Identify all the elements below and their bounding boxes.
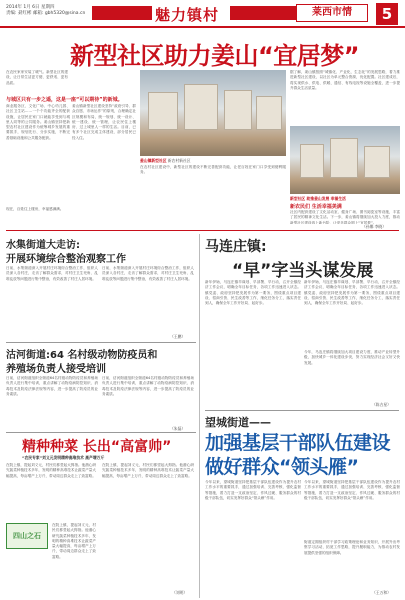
article1-photo2-caption: 新型社区 助推姜山发展 幸福生活 — [290, 196, 346, 201]
article1-photo-caption: 姜山镇新型社区 新农村新社区 — [140, 158, 191, 163]
article6-headline-2: 做好群众“领头雁” — [205, 456, 359, 478]
article6-body-col1: 今年以来，望城街道坚持把基层干部队伍建设作为提升农村工作水平的重要抓手，通过加强培训、完善考核、强化监督等措施，着力打造一支政治坚定、作风过硬、服务群众的村级干部队伍，切实发挥好群众“领头雁”作用。 — [205, 480, 301, 500]
article1-subhead-1: 与城区只有一步之遥，这是一座“可以期待”的新城。 — [6, 97, 123, 103]
article1-col1-body: 商业服务区、文化广场、中心幼儿园、社区卫生站……一个个功能齐全的配套设施，让居民在家门口就能享受到与城里人同等的公共服务。姜山镇坚持把新型农村社区建设作为统筹城乡发展的重要抓手，规划先行、分步实施，不断完善基础设施和公共服务配套。 — [6, 104, 70, 140]
article1-subhead-2: 新农民们 生活幸福美满 — [290, 204, 342, 210]
article1-right-body-2: 社区内配套建设了文化活动室、健身广场、图书阅览室等设施，丰富了居民的精神文化生活。下一步，姜山镇将继续加大投入力度，推动新型社区建设再上新台阶，让更多群众圆上“宜居梦”。 — [290, 210, 400, 224]
article1-lead: 在农民家家安装了暖气。新型社区的建设，让日常生活更方便、更舒适、更有品质。 — [6, 70, 68, 85]
article1-headline: 新型社区助力姜山“宜居梦” — [70, 42, 360, 70]
section-subtitle: 莱西市情 — [296, 4, 368, 22]
article6-headline: 加强基层干部队伍建设 — [205, 432, 391, 454]
article1-col2-body: 姜山镇新型社区建设坚持“政府引导、群众自愿、市场运作”的原则，合理确定社区规模和布局，统一规划、统一设计、统一建设、统一管理，让农民住上楼房、过上城里人一样的生活。目前，已有多个社区完成主体建设，部分居民已经入住。 — [72, 104, 136, 140]
article4-headline: 精种种菜 长出“高富帅” — [22, 439, 172, 455]
article4-body-col1: 在院上镇，提起刘义元，村民们都竖起大拇指。他潜心研究蔬菜种植技术多年，发明的精种高堆技术让蔬菜产量大幅提高，每亩增产上万斤，带动周边群众走上了致富路。 — [6, 463, 96, 478]
article1-col2-sub: 现在，百姓住上楼房，幸福感满满。 — [6, 207, 64, 211]
article2-body-col2: 日前，水集街道深入开展村庄环境综合整治工作，组织人员深入各村庄，走访了解群众需求，对村庄卫生死角、乱堆乱放等问题进行集中整治，有效改善了村庄人居环境。 — [102, 266, 194, 281]
article6-byline: （王万和） — [372, 590, 391, 595]
article4-body-col1b: 在院上镇，提起刘义元，村民们都竖起大拇指。他潜心研究蔬菜种植技术多年，发明的精种高堆技术让蔬菜产量大幅提高，每亩增产上万斤，带动周边群众走上了致富路。 — [52, 523, 96, 559]
article5-body-col2b: 今年，马连庄镇将继续加大项目建设力度，推动产业转型升级，加快城乡一体化建设步伐，努力实现经济社会又好又快发展。 — [304, 350, 400, 365]
article5-body-col2: 新年伊始，马连庄镇早谋划、早部署、早行动，召开全镇经济工作会议，明确全年目标任务，各项工作迅速进入状态。镇党委、政府坚持把发展作为第一要务，围绕重点项目建设、招商引资、民生改善等工作，细化任务分工，落实责任到人，确保全年工作开好局、起好步。 — [304, 280, 400, 306]
column-divider — [199, 234, 200, 598]
article6-headline-pre: 望城街道—— — [205, 416, 271, 429]
header-editor: 责编: 聂红彬 邮箱: gbh5320@sina.cn — [6, 11, 86, 16]
article5-byline: （陈吉星） — [372, 402, 391, 407]
article5-headline-2: “早”字当头谋发展 — [232, 261, 374, 281]
article3-headline-2: 养殖场负责人接受培训 — [6, 364, 106, 375]
article4-body-col2: 在院上镇，提起刘义元，村民们都竖起大拇指。他潜心研究蔬菜种植技术多年，发明的精种高堆技术让蔬菜产量大幅提高，每亩增产上万斤，带动周边群众走上了致富路。 — [102, 463, 194, 478]
article5-headline: 马连庄镇: — [205, 239, 267, 255]
section-title: 魅力镇村 — [155, 6, 220, 24]
divider-a3 — [6, 432, 196, 433]
article2-headline-2: 开展环境综合整治观察工作 — [6, 254, 126, 265]
header-date: 2014年 1月 6日 星期四 — [6, 5, 55, 10]
divider-a2 — [6, 342, 196, 343]
header-band-left — [92, 6, 152, 20]
article3-byline: （朱磊） — [170, 426, 186, 431]
article6-body-col2: 今年以来，望城街道坚持把基层干部队伍建设作为提升农村工作水平的重要抓手，通过加强培训、完善考核、强化监督等措施，着力打造一支政治坚定、作风过硬、服务群众的村级干部队伍，切实发挥好群众“领头雁”作用。 — [304, 480, 400, 500]
article1-right-body: 据了解，姜山镇按照“城镇化、产业化、生态化”的发展思路，着力推进新型社区建设，以社区为单元整合资源，优化配置。社区建成后，将实现供水、供电、供暖、通信、有线电视等设施全覆盖，进一步提升群众生活质量。 — [290, 70, 400, 90]
article4-subhead: “农民专家”刘义元发明精种高堆技术 高产增万斤 — [22, 455, 105, 460]
header-meta — [6, 5, 86, 17]
divider-a5 — [205, 410, 399, 411]
page-header — [0, 0, 405, 30]
article2-headline: 水集街道大走访: — [6, 240, 80, 251]
article1-photo2-caption-body: 在农村社区建设中，新型社区的建设不断完善配套功能，让老百姓在家门口享受到便利服务。 — [140, 165, 286, 175]
article1-byline: （孙娜 李晓） — [362, 224, 386, 229]
article3-headline: 沽河街道:64 名村级动物防疫员和 — [6, 350, 158, 361]
page-number: 5 — [376, 3, 398, 25]
article2-body-col1: 日前，水集街道深入开展村庄环境综合整治工作，组织人员深入各村庄，走访了解群众需求，对村庄卫生死角、乱堆乱放等问题进行集中整治，有效改善了村庄人居环境。 — [6, 266, 98, 281]
article4-byline: （刘明） — [172, 590, 188, 595]
article4-badge: 四山之石 — [6, 523, 48, 549]
divider-main — [6, 230, 399, 231]
article1-photo-2 — [290, 126, 400, 194]
article2-byline: （王鹏） — [170, 334, 186, 339]
article3-body-col1: 日前，沽河街道组织全街道64名村级动物防疫员和养殖场负责人进行集中培训，重点讲解了动物疫病防控知识、消毒技术及防疫法律法规等内容，进一步提高了防疫员的业务素质。 — [6, 376, 98, 396]
article3-body-col2: 日前，沽河街道组织全街道64名村级动物防疫员和养殖场负责人进行集中培训，重点讲解了动物疫病防控知识、消毒技术及防疫法律法规等内容，进一步提高了防疫员的业务素质。 — [102, 376, 194, 396]
article1-photo — [140, 70, 286, 156]
header-rule — [0, 26, 405, 28]
article5-body-col1: 新年伊始，马连庄镇早谋划、早部署、早行动，召开全镇经济工作会议，明确全年目标任务，各项工作迅速进入状态。镇党委、政府坚持把发展作为第一要务，围绕重点项目建设、招商引资、民生改善等工作，细化任务分工，落实责任到人，确保全年工作开好局、起好步。 — [205, 280, 301, 306]
article6-body-col2b: 街道定期组织村干部学习政策理论和业务知识，开展外出考察学习活动，拓宽工作思路，提升履职能力，为推动农村发展提供坚强的组织保障。 — [304, 540, 400, 555]
